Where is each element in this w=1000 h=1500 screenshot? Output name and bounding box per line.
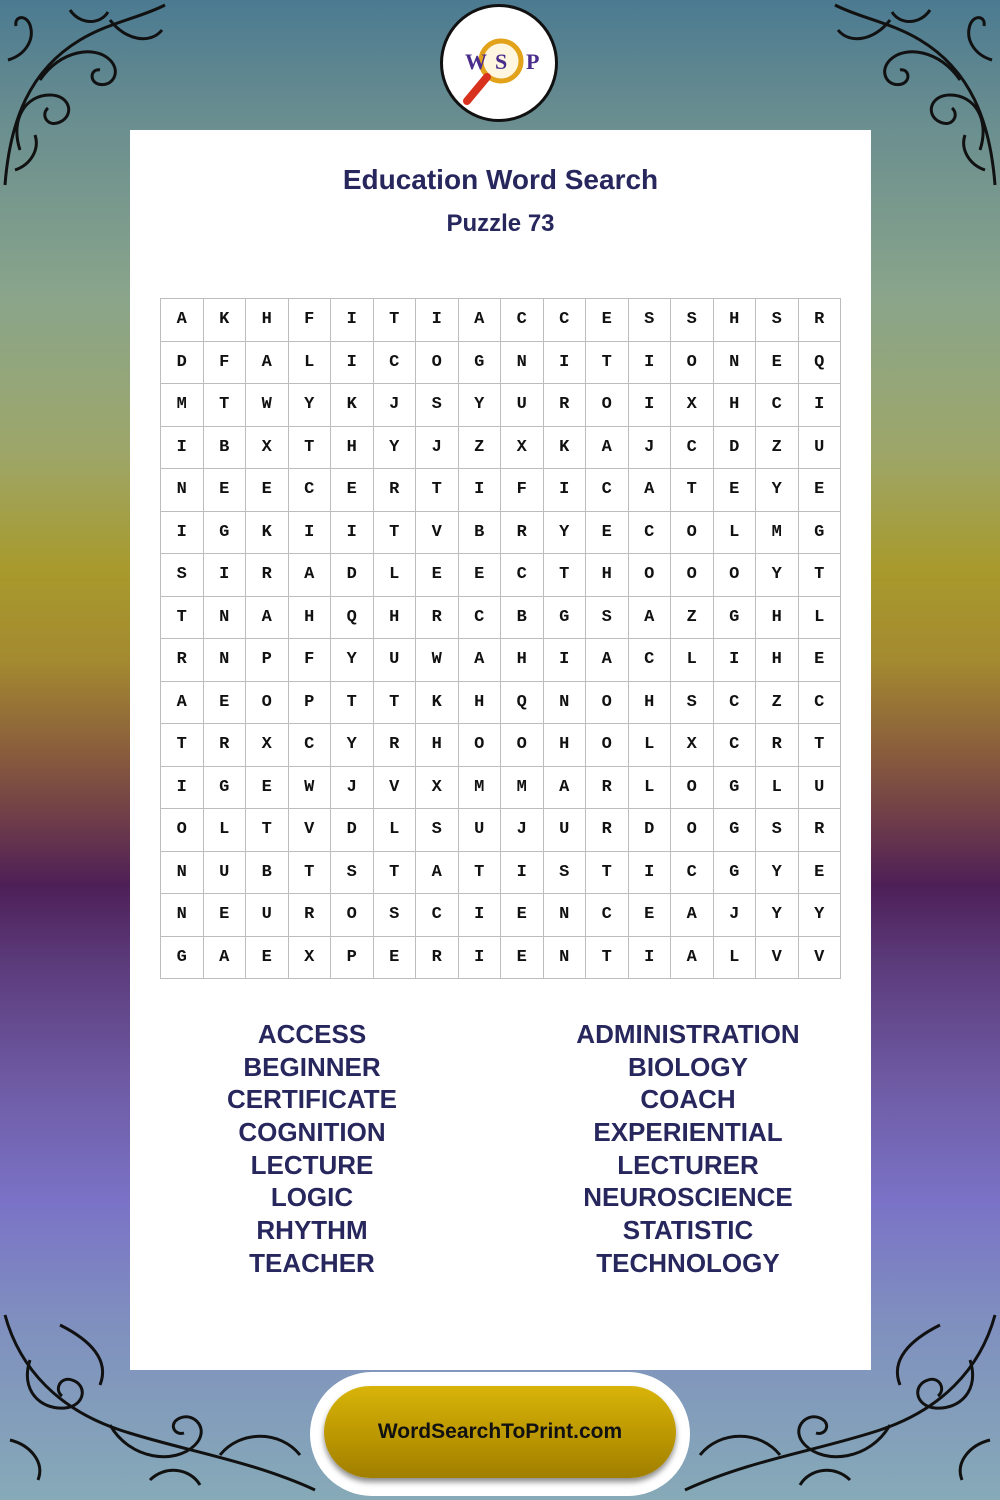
- grid-cell[interactable]: G: [544, 597, 587, 640]
- word-item: ADMINISTRATION: [576, 1019, 800, 1049]
- grid-cell[interactable]: Y: [544, 512, 587, 555]
- grid-cell[interactable]: C: [586, 894, 629, 937]
- grid-cell[interactable]: X: [246, 724, 289, 767]
- grid-cell[interactable]: H: [586, 554, 629, 597]
- grid-cell[interactable]: U: [544, 809, 587, 852]
- grid-cell[interactable]: T: [586, 852, 629, 895]
- grid-cell[interactable]: J: [501, 809, 544, 852]
- grid-cell[interactable]: H: [501, 639, 544, 682]
- grid-cell[interactable]: S: [756, 299, 799, 342]
- grid-cell[interactable]: S: [756, 809, 799, 852]
- grid-cell[interactable]: S: [671, 682, 714, 725]
- word-item: LECTURER: [617, 1149, 759, 1180]
- grid-cell[interactable]: C: [586, 469, 629, 512]
- grid-cell[interactable]: C: [289, 469, 332, 512]
- grid-cell[interactable]: L: [756, 767, 799, 810]
- grid-cell[interactable]: H: [331, 427, 374, 470]
- logo-letter-w: W: [465, 49, 487, 74]
- grid-cell[interactable]: O: [246, 682, 289, 725]
- grid-cell[interactable]: A: [629, 469, 672, 512]
- grid-cell[interactable]: T: [161, 597, 204, 640]
- grid-cell[interactable]: I: [714, 639, 757, 682]
- grid-cell[interactable]: O: [671, 767, 714, 810]
- grid-cell[interactable]: A: [246, 342, 289, 385]
- grid-cell[interactable]: E: [204, 894, 247, 937]
- grid-cell[interactable]: E: [586, 299, 629, 342]
- grid-cell[interactable]: O: [459, 724, 502, 767]
- grid-cell[interactable]: C: [459, 597, 502, 640]
- grid-cell[interactable]: U: [799, 427, 842, 470]
- grid-cell[interactable]: A: [459, 299, 502, 342]
- grid-cell[interactable]: V: [799, 937, 842, 980]
- grid-cell[interactable]: V: [374, 767, 417, 810]
- grid-cell[interactable]: I: [331, 299, 374, 342]
- grid-cell[interactable]: X: [246, 427, 289, 470]
- grid-cell[interactable]: V: [416, 512, 459, 555]
- grid-cell[interactable]: C: [799, 682, 842, 725]
- page-title: Education Word Search: [342, 164, 659, 195]
- word-item: COGNITION: [238, 1117, 386, 1148]
- grid-cell[interactable]: E: [799, 639, 842, 682]
- word-item: LECTURE: [250, 1149, 374, 1180]
- grid-cell[interactable]: S: [161, 554, 204, 597]
- grid-cell[interactable]: M: [756, 512, 799, 555]
- grid-cell[interactable]: E: [756, 342, 799, 385]
- grid-cell[interactable]: I: [629, 384, 672, 427]
- grid-cell[interactable]: H: [629, 682, 672, 725]
- grid-cell[interactable]: S: [416, 809, 459, 852]
- grid-cell[interactable]: H: [374, 597, 417, 640]
- grid-cell[interactable]: K: [204, 299, 247, 342]
- grid-cell[interactable]: C: [289, 724, 332, 767]
- grid-cell[interactable]: T: [374, 299, 417, 342]
- grid-cell[interactable]: N: [544, 894, 587, 937]
- grid-cell[interactable]: T: [374, 852, 417, 895]
- grid-cell[interactable]: D: [331, 809, 374, 852]
- grid-cell[interactable]: B: [204, 427, 247, 470]
- grid-cell[interactable]: Z: [756, 682, 799, 725]
- grid-cell[interactable]: U: [204, 852, 247, 895]
- grid-cell[interactable]: U: [374, 639, 417, 682]
- grid-cell[interactable]: R: [416, 937, 459, 980]
- grid-cell[interactable]: O: [161, 809, 204, 852]
- word-item: LOGIC: [270, 1182, 354, 1213]
- grid-cell[interactable]: H: [544, 724, 587, 767]
- grid-cell[interactable]: O: [671, 512, 714, 555]
- grid-cell[interactable]: T: [246, 809, 289, 852]
- grid-cell[interactable]: L: [671, 639, 714, 682]
- grid-cell[interactable]: Y: [331, 639, 374, 682]
- grid-cell[interactable]: S: [544, 852, 587, 895]
- grid-cell[interactable]: T: [374, 682, 417, 725]
- puzzle-sheet: [130, 130, 871, 1370]
- grid-cell[interactable]: T: [459, 852, 502, 895]
- grid-cell[interactable]: G: [204, 767, 247, 810]
- grid-cell[interactable]: N: [161, 894, 204, 937]
- word-list-left: [162, 1018, 462, 1280]
- grid-cell[interactable]: T: [289, 427, 332, 470]
- grid-cell[interactable]: J: [714, 894, 757, 937]
- grid-cell[interactable]: Y: [289, 384, 332, 427]
- grid-cell[interactable]: H: [289, 597, 332, 640]
- grid-cell[interactable]: G: [459, 342, 502, 385]
- grid-cell[interactable]: I: [459, 469, 502, 512]
- grid-cell[interactable]: U: [459, 809, 502, 852]
- letter-grid: [160, 298, 841, 979]
- grid-cell[interactable]: G: [161, 937, 204, 980]
- grid-cell[interactable]: X: [671, 724, 714, 767]
- grid-cell[interactable]: C: [629, 639, 672, 682]
- grid-cell[interactable]: W: [289, 767, 332, 810]
- grid-cell[interactable]: R: [799, 299, 842, 342]
- grid-cell[interactable]: T: [416, 469, 459, 512]
- word-item: CERTIFICATE: [227, 1084, 397, 1115]
- grid-cell[interactable]: I: [629, 852, 672, 895]
- grid-cell[interactable]: F: [204, 342, 247, 385]
- word-item: RHYTHM: [256, 1215, 368, 1246]
- grid-cell[interactable]: H: [459, 682, 502, 725]
- grid-cell[interactable]: O: [671, 809, 714, 852]
- grid-cell[interactable]: M: [459, 767, 502, 810]
- grid-cell[interactable]: E: [374, 937, 417, 980]
- grid-cell[interactable]: E: [204, 469, 247, 512]
- grid-cell[interactable]: K: [246, 512, 289, 555]
- grid-cell[interactable]: L: [714, 512, 757, 555]
- grid-cell[interactable]: A: [544, 767, 587, 810]
- grid-cell[interactable]: H: [756, 597, 799, 640]
- grid-cell[interactable]: D: [331, 554, 374, 597]
- word-item: EXPERIENTIAL: [593, 1117, 783, 1148]
- grid-cell[interactable]: B: [246, 852, 289, 895]
- grid-cell[interactable]: T: [161, 724, 204, 767]
- grid-cell[interactable]: S: [416, 384, 459, 427]
- word-item: STATISTIC: [622, 1215, 754, 1246]
- grid-cell[interactable]: W: [416, 639, 459, 682]
- grid-cell[interactable]: C: [714, 682, 757, 725]
- grid-cell[interactable]: R: [289, 894, 332, 937]
- grid-cell[interactable]: T: [799, 554, 842, 597]
- grid-cell[interactable]: E: [501, 894, 544, 937]
- site-logo[interactable]: [440, 4, 558, 122]
- grid-cell[interactable]: A: [161, 682, 204, 725]
- grid-cell[interactable]: R: [586, 809, 629, 852]
- grid-cell[interactable]: N: [204, 639, 247, 682]
- grid-cell[interactable]: S: [331, 852, 374, 895]
- grid-cell[interactable]: T: [586, 937, 629, 980]
- grid-cell[interactable]: R: [374, 724, 417, 767]
- grid-cell[interactable]: G: [714, 809, 757, 852]
- grid-cell[interactable]: I: [161, 767, 204, 810]
- grid-cell[interactable]: E: [501, 937, 544, 980]
- grid-cell[interactable]: H: [756, 639, 799, 682]
- grid-cell[interactable]: G: [714, 767, 757, 810]
- grid-cell[interactable]: A: [629, 597, 672, 640]
- grid-cell[interactable]: T: [544, 554, 587, 597]
- grid-cell[interactable]: G: [714, 852, 757, 895]
- grid-cell[interactable]: Q: [331, 597, 374, 640]
- grid-cell[interactable]: L: [374, 809, 417, 852]
- grid-cell[interactable]: R: [204, 724, 247, 767]
- grid-cell[interactable]: S: [586, 597, 629, 640]
- grid-cell[interactable]: A: [416, 852, 459, 895]
- word-list-right: [538, 1018, 838, 1280]
- grid-cell[interactable]: I: [289, 512, 332, 555]
- grid-cell[interactable]: N: [204, 597, 247, 640]
- grid-cell[interactable]: D: [629, 809, 672, 852]
- grid-cell[interactable]: B: [501, 597, 544, 640]
- magnifier-icon: [443, 7, 555, 119]
- grid-cell[interactable]: D: [714, 427, 757, 470]
- grid-cell[interactable]: O: [714, 554, 757, 597]
- grid-cell[interactable]: L: [629, 724, 672, 767]
- grid-cell[interactable]: O: [671, 342, 714, 385]
- grid-cell[interactable]: E: [204, 682, 247, 725]
- grid-cell[interactable]: I: [459, 894, 502, 937]
- grid-cell[interactable]: A: [161, 299, 204, 342]
- grid-cell[interactable]: G: [204, 512, 247, 555]
- logo-letter-s: S: [495, 49, 508, 74]
- grid-cell[interactable]: L: [289, 342, 332, 385]
- grid-cell[interactable]: O: [331, 894, 374, 937]
- grid-cell[interactable]: N: [544, 937, 587, 980]
- grid-cell[interactable]: V: [756, 937, 799, 980]
- grid-cell[interactable]: L: [714, 937, 757, 980]
- grid-cell[interactable]: K: [416, 682, 459, 725]
- grid-cell[interactable]: O: [629, 554, 672, 597]
- grid-cell[interactable]: A: [586, 427, 629, 470]
- grid-cell[interactable]: T: [331, 682, 374, 725]
- grid-cell[interactable]: I: [544, 639, 587, 682]
- grid-cell[interactable]: O: [416, 342, 459, 385]
- grid-cell[interactable]: E: [799, 852, 842, 895]
- word-item: TEACHER: [249, 1247, 375, 1278]
- grid-cell[interactable]: Y: [756, 894, 799, 937]
- grid-cell[interactable]: C: [671, 427, 714, 470]
- grid-cell[interactable]: Q: [501, 682, 544, 725]
- grid-cell[interactable]: E: [714, 469, 757, 512]
- grid-cell[interactable]: H: [714, 299, 757, 342]
- grid-cell[interactable]: F: [501, 469, 544, 512]
- grid-cell[interactable]: T: [204, 384, 247, 427]
- grid-cell[interactable]: I: [204, 554, 247, 597]
- word-item: BIOLOGY: [628, 1051, 748, 1082]
- grid-cell[interactable]: H: [416, 724, 459, 767]
- grid-cell[interactable]: Q: [799, 342, 842, 385]
- grid-cell[interactable]: Y: [374, 427, 417, 470]
- grid-cell[interactable]: L: [374, 554, 417, 597]
- grid-cell[interactable]: Y: [331, 724, 374, 767]
- grid-cell[interactable]: Y: [756, 852, 799, 895]
- grid-cell[interactable]: R: [161, 639, 204, 682]
- grid-cell[interactable]: R: [799, 809, 842, 852]
- grid-cell[interactable]: I: [629, 937, 672, 980]
- grid-cell[interactable]: E: [459, 554, 502, 597]
- website-link[interactable]: WordSearchToPrint.com: [324, 1386, 676, 1478]
- grid-cell[interactable]: U: [501, 384, 544, 427]
- grid-cell[interactable]: J: [416, 427, 459, 470]
- grid-cell[interactable]: K: [544, 427, 587, 470]
- grid-cell[interactable]: S: [671, 299, 714, 342]
- word-item: COACH: [640, 1084, 736, 1115]
- grid-cell[interactable]: A: [586, 639, 629, 682]
- grid-cell[interactable]: P: [331, 937, 374, 980]
- grid-cell[interactable]: W: [246, 384, 289, 427]
- grid-cell[interactable]: A: [204, 937, 247, 980]
- grid-cell[interactable]: T: [671, 469, 714, 512]
- grid-cell[interactable]: R: [416, 597, 459, 640]
- grid-cell[interactable]: I: [799, 384, 842, 427]
- word-item: TECHNOLOGY: [596, 1247, 780, 1278]
- grid-cell[interactable]: C: [544, 299, 587, 342]
- grid-cell[interactable]: Z: [459, 427, 502, 470]
- grid-cell[interactable]: L: [799, 597, 842, 640]
- grid-cell[interactable]: P: [246, 639, 289, 682]
- grid-cell[interactable]: R: [756, 724, 799, 767]
- grid-cell[interactable]: V: [289, 809, 332, 852]
- grid-cell[interactable]: R: [544, 384, 587, 427]
- grid-cell[interactable]: N: [544, 682, 587, 725]
- grid-cell[interactable]: S: [374, 894, 417, 937]
- grid-cell[interactable]: R: [374, 469, 417, 512]
- grid-cell[interactable]: X: [289, 937, 332, 980]
- grid-cell[interactable]: E: [799, 469, 842, 512]
- grid-cell[interactable]: T: [799, 724, 842, 767]
- grid-cell[interactable]: C: [416, 894, 459, 937]
- grid-cell[interactable]: C: [714, 724, 757, 767]
- grid-cell[interactable]: I: [544, 342, 587, 385]
- grid-cell[interactable]: E: [246, 469, 289, 512]
- grid-cell[interactable]: J: [374, 384, 417, 427]
- grid-cell[interactable]: R: [501, 512, 544, 555]
- word-item: BEGINNER: [243, 1051, 381, 1082]
- grid-cell[interactable]: E: [246, 767, 289, 810]
- grid-cell[interactable]: E: [416, 554, 459, 597]
- grid-cell[interactable]: Y: [799, 894, 842, 937]
- grid-cell[interactable]: N: [714, 342, 757, 385]
- grid-cell[interactable]: T: [374, 512, 417, 555]
- grid-cell[interactable]: D: [161, 342, 204, 385]
- grid-cell[interactable]: A: [671, 894, 714, 937]
- grid-cell[interactable]: H: [246, 299, 289, 342]
- grid-cell[interactable]: T: [586, 342, 629, 385]
- grid-cell[interactable]: N: [501, 342, 544, 385]
- grid-cell[interactable]: A: [459, 639, 502, 682]
- grid-cell[interactable]: E: [629, 894, 672, 937]
- grid-cell[interactable]: O: [586, 682, 629, 725]
- grid-cell[interactable]: I: [459, 937, 502, 980]
- grid-cell[interactable]: A: [671, 937, 714, 980]
- grid-cell[interactable]: Y: [756, 554, 799, 597]
- word-item: ACCESS: [257, 1019, 367, 1049]
- grid-cell[interactable]: O: [671, 554, 714, 597]
- grid-cell[interactable]: I: [501, 852, 544, 895]
- grid-cell[interactable]: R: [586, 767, 629, 810]
- grid-cell[interactable]: O: [586, 724, 629, 767]
- grid-cell[interactable]: U: [246, 894, 289, 937]
- grid-cell[interactable]: R: [246, 554, 289, 597]
- grid-cell[interactable]: P: [289, 682, 332, 725]
- grid-cell[interactable]: Y: [459, 384, 502, 427]
- grid-cell[interactable]: I: [161, 427, 204, 470]
- grid-cell[interactable]: F: [289, 299, 332, 342]
- grid-cell[interactable]: J: [629, 427, 672, 470]
- grid-cell[interactable]: A: [246, 597, 289, 640]
- word-item: NEUROSCIENCE: [583, 1182, 793, 1213]
- grid-cell[interactable]: U: [799, 767, 842, 810]
- grid-cell[interactable]: C: [501, 554, 544, 597]
- grid-cell[interactable]: S: [629, 299, 672, 342]
- grid-cell[interactable]: I: [331, 512, 374, 555]
- grid-cell[interactable]: T: [289, 852, 332, 895]
- logo-letter-p: P: [526, 49, 540, 74]
- grid-cell[interactable]: I: [629, 342, 672, 385]
- footer-badge: [310, 1372, 690, 1496]
- grid-cell[interactable]: C: [629, 512, 672, 555]
- grid-cell[interactable]: L: [629, 767, 672, 810]
- grid-cell[interactable]: I: [331, 342, 374, 385]
- grid-cell[interactable]: I: [416, 299, 459, 342]
- grid-cell[interactable]: M: [161, 384, 204, 427]
- grid-cell[interactable]: B: [459, 512, 502, 555]
- grid-cell[interactable]: J: [331, 767, 374, 810]
- grid-cell[interactable]: C: [671, 852, 714, 895]
- grid-cell[interactable]: E: [586, 512, 629, 555]
- grid-cell[interactable]: F: [289, 639, 332, 682]
- grid-cell[interactable]: H: [714, 384, 757, 427]
- grid-cell[interactable]: Z: [671, 597, 714, 640]
- grid-cell[interactable]: C: [374, 342, 417, 385]
- grid-cell[interactable]: A: [289, 554, 332, 597]
- grid-cell[interactable]: I: [544, 469, 587, 512]
- grid-cell[interactable]: E: [246, 937, 289, 980]
- grid-cell[interactable]: G: [799, 512, 842, 555]
- grid-cell[interactable]: X: [501, 427, 544, 470]
- grid-cell[interactable]: G: [714, 597, 757, 640]
- grid-cell[interactable]: O: [501, 724, 544, 767]
- grid-cell[interactable]: Z: [756, 427, 799, 470]
- grid-cell[interactable]: N: [161, 852, 204, 895]
- grid-cell[interactable]: Y: [756, 469, 799, 512]
- grid-cell[interactable]: M: [501, 767, 544, 810]
- grid-cell[interactable]: I: [161, 512, 204, 555]
- grid-cell[interactable]: X: [416, 767, 459, 810]
- grid-cell[interactable]: X: [671, 384, 714, 427]
- grid-cell[interactable]: O: [586, 384, 629, 427]
- grid-cell[interactable]: K: [331, 384, 374, 427]
- puzzle-number: Puzzle 73: [446, 210, 555, 237]
- grid-cell[interactable]: C: [501, 299, 544, 342]
- grid-cell[interactable]: L: [204, 809, 247, 852]
- grid-cell[interactable]: E: [331, 469, 374, 512]
- grid-cell[interactable]: N: [161, 469, 204, 512]
- grid-cell[interactable]: C: [756, 384, 799, 427]
